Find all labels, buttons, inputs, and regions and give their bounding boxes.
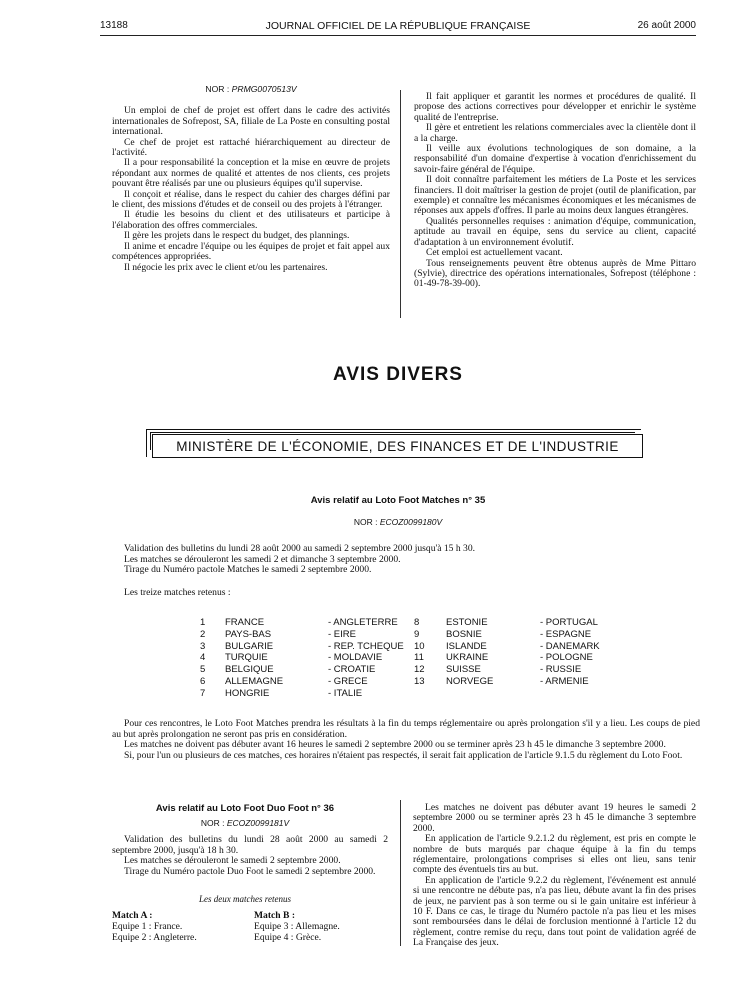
loto35-intro — [112, 544, 702, 598]
journal-title: JOURNAL OFFICIEL DE LA RÉPUBLIQUE FRANÇAISE — [265, 20, 531, 32]
issue-date: 26 août 2000 — [637, 20, 696, 31]
match-row: 7 HONGRIE - ITALIE — [200, 687, 363, 699]
match-row: 2 PAYS-BAS - EIRE 9 BOSNIE - ESPAGNE — [200, 628, 592, 640]
match-b-team4: Equipe 4 : Grèce. — [254, 932, 322, 943]
loto35-closing — [112, 719, 700, 761]
paragraph: Il négocie les prix avec le client et/ou les partenaires. — [124, 261, 328, 273]
paragraph: Tirage du Numéro pactole Duo Foot le samedi 2 septembre 2000. — [124, 865, 376, 877]
match-row: 3 BULGARIE - REP. TCHEQUE 10 ISLANDE - DANEMARK — [200, 640, 600, 652]
paragraph: Les matches se dérouleront le samedi 2 septembre 2000. — [124, 855, 341, 867]
paragraph: Il a pour responsabilité la conception et la mise en œuvre de projets répondant aux normes de qualité et attentes de nos clients, ces projets pouvant être réalisés par une ou plusieurs équipes qu'il supervise. — [112, 157, 390, 190]
paragraph: Il gère et entretient les relations commerciales avec la clientèle dont il a la charge. — [414, 122, 696, 144]
paragraph: Qualités personnelles requises : animation d'équipe, communication, aptitude au travail en équipe, sens du service au client, capacité d'adaptation à un environnement évolutif. — [414, 215, 696, 248]
match-row: 6 ALLEMAGNE - GRECE 13 NORVEGE - ARMENIE — [200, 675, 589, 687]
loto35-match-list — [200, 617, 620, 700]
match-b — [254, 910, 394, 943]
match-b-label: Match B : — [254, 910, 296, 921]
paragraph: Il gère les projets dans le respect du budget, des plannings. — [124, 230, 350, 242]
section-title-avis-divers: AVIS DIVERS — [333, 364, 463, 385]
running-header — [100, 20, 696, 36]
job-offer-nor: NOR : PRMG0070513V — [205, 84, 297, 94]
list-heading: Les treize matches retenus : — [124, 586, 231, 598]
paragraph: En application de l'article 9.2.2 du règlement, l'événement est annulé si une rencontre ne débute pas, n'a pas lieu, débute avant la fin des prises de jeux, ne parvient pas à son terme ou si le gain unitaire est inférieur à 10 F. Dans ce cas, le tirage du Numéro pactole n'a pas lieu et les mises sont remboursées dans le délai de forclusion mentionné à l'article 12 du règlement, contre remise du reçu, dans tout point de validation agréé de La Française des jeux. — [413, 874, 696, 949]
match-a-label: Match A : — [112, 910, 153, 921]
ministry-name: MINISTÈRE DE L'ÉCONOMIE, DES FINANCES ET DE L'INDUSTRIE — [176, 439, 619, 454]
job-offer-left-column — [112, 84, 390, 273]
loto36-right-text — [413, 803, 696, 949]
paragraph: Il conçoit et réalise, dans le respect du cahier des charges défini par le client, des missions d'études et de conseil ou des projets à l'étranger. — [112, 188, 390, 211]
paragraph: Les matches se dérouleront les samedi 2 et dimanche 3 septembre 2000. — [124, 553, 401, 565]
match-a-team1: Equipe 1 : France. — [112, 921, 183, 932]
paragraph: Les matches ne doivent pas débuter avant 19 heures le samedi 2 septembre 2000 ou se terminer après 23 h 45 le dimanche 3 septembre 2000. — [413, 802, 696, 834]
loto35-nor-code: ECOZ0099180V — [379, 517, 443, 527]
page-number: 13188 — [100, 20, 128, 31]
paragraph: Les matches ne doivent pas débuter avant 16 heures le samedi 2 septembre 2000 ou se terminer après 23 h 45 le dimanche 3 septembre 2000. — [124, 739, 666, 751]
paragraph: Un emploi de chef de projet est offert dans le cadre des activités internationales de Sofrepost, SA, filiale de La Poste en consulting postal international. — [112, 105, 390, 138]
paragraph: Il veille aux évolutions technologiques de son domaine, a la responsabilité d'un domaine d'expertise à vocation d'enrichissement du savoir-faire général de l'équipe. — [414, 143, 696, 175]
paragraph: Il doit connaître parfaitement les métiers de La Poste et les services financiers. Il doit maîtriser la gestion de projet (outil de planification, par exemple) et connaître les mécanismes économiques et les mécanismes de réponses aux appels d'offres. Il parle au moins deux langues étrangères. — [414, 174, 696, 217]
column-divider — [400, 800, 401, 946]
job-offer-right-column — [414, 92, 696, 290]
column-divider — [400, 90, 401, 318]
ministry-box-top-rule — [146, 429, 641, 430]
paragraph: Validation des bulletins du lundi 28 août 2000 au samedi 2 septembre 2000 jusqu'à 15 h 30. — [124, 543, 476, 554]
loto36-nor-code: ECOZ0099181V — [226, 818, 290, 828]
paragraph: Validation des bulletins du lundi 28 août 2000 au samedi 2 septembre 2000, jusqu'à 18 h 30. — [112, 834, 388, 856]
match-a — [112, 910, 252, 943]
paragraph: Il étudie les besoins du client et des utilisateurs et participe à l'élaboration des offres commerciales. — [112, 209, 390, 231]
match-row: 1 FRANCE - ANGLETERRE 8 ESTONIE - PORTUGAL — [200, 617, 598, 628]
match-a-team2: Equipe 2 : Angleterre. — [112, 932, 197, 943]
loto36-title: Avis relatif au Loto Foot Duo Foot n° 36 — [155, 803, 335, 814]
job-offer-nor-code: PRMG0070513V — [231, 84, 297, 94]
ministry-box-left-rule — [146, 429, 147, 457]
paragraph: Ce chef de projet est rattaché hiérarchiquement au directeur de l'activité. — [112, 136, 390, 159]
paragraph: Pour ces rencontres, le Loto Foot Matches prendra les résultats à la fin du temps réglementaire ou après prolongation s'il y a lieu. Les coups de pied au but après prolongation ne seront pas pris en considération. — [112, 718, 700, 740]
paragraph: Cet emploi est actuellement vacant. — [426, 247, 563, 259]
loto36-matches-heading: Les deux matches retenus — [199, 894, 291, 904]
loto36-nor: NOR : ECOZ0099181V — [200, 818, 290, 828]
match-row: 4 TURQUIE - MOLDAVIE 11 UKRAINE - POLOGNE — [200, 652, 593, 664]
header-rule — [100, 35, 696, 36]
loto35-title: Avis relatif au Loto Foot Matches n° 35 — [310, 495, 486, 506]
paragraph: Si, pour l'un ou plusieurs de ces matches, ces horaires n'étaient pas respectés, il serait fait application de l'article 9.1.5 du règlement du Loto Foot. — [124, 749, 683, 761]
paragraph: Tous renseignements peuvent être obtenus auprès de Mme Pittaro (Sylvie), directrice des opérations internationales, Sofrepost (téléphone : 01-49-78-39-00). — [414, 257, 696, 290]
loto35-nor: NOR : ECOZ0099180V — [353, 517, 443, 527]
ministry-box — [152, 434, 643, 458]
match-b-team3: Equipe 3 : Allemagne. — [254, 921, 340, 932]
paragraph: Il fait appliquer et garantit les normes et procédures de qualité. Il propose des actions correctives pour développer et enrichir le système qualité de l'entreprise. — [414, 91, 696, 123]
paragraph: Tirage du Numéro pactole Matches le samedi 2 septembre 2000. — [124, 564, 372, 576]
match-row: 5 BELGIQUE - CROATIE 12 SUISSE - RUSSIE — [200, 664, 582, 676]
paragraph: Il anime et encadre l'équipe ou les équipes de projet et fait appel aux compétences appropriées. — [112, 240, 390, 263]
paragraph: En application de l'article 9.2.1.2 du règlement, est pris en compte le nombre de buts marqués par chaque équipe à la fin du temps réglementaire, prolongations comprises si elles ont lieu, sans tenir compte des éventuels tirs au but. — [413, 833, 696, 876]
loto36-left-text — [112, 835, 388, 877]
